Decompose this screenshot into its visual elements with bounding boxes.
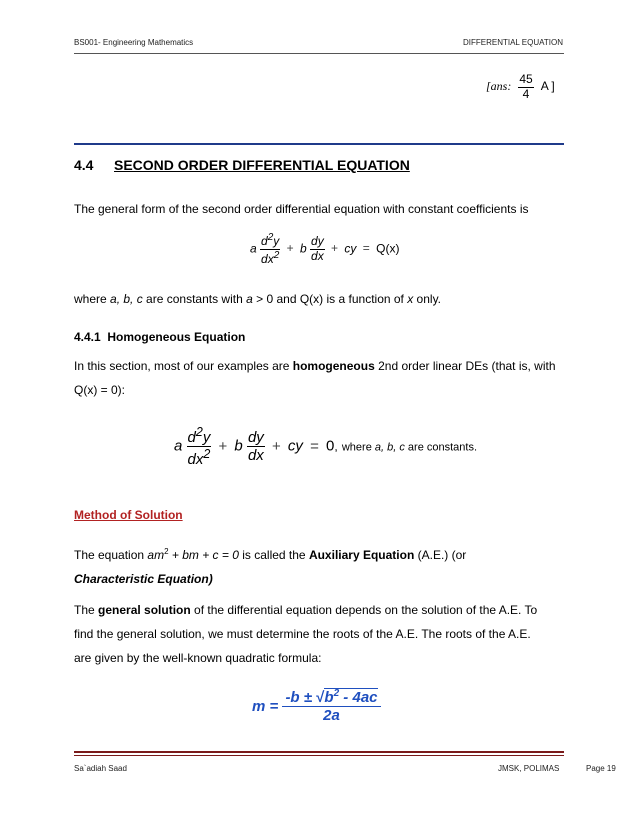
where-abc: a, b, c: [110, 292, 143, 306]
aux-sup: 2: [164, 547, 169, 556]
sqrt-icon: √: [316, 689, 325, 706]
general-equation: [250, 232, 399, 267]
eq-second-derivative: [260, 232, 280, 267]
quad-fraction: [282, 688, 380, 725]
quad-num-pre: -b ±: [285, 689, 317, 706]
subsection-number: 4.4.1: [74, 330, 101, 344]
aux-p1: The equation: [74, 548, 148, 562]
homog-p3: Q(x) = 0):: [74, 383, 126, 397]
heq-plus: +: [271, 437, 281, 455]
general-solution-paragraph: [74, 598, 564, 670]
answer-numerator: 45: [519, 72, 533, 86]
eq-coef-a: a: [250, 241, 257, 256]
quadratic-formula: [252, 688, 381, 725]
heq-rhs: 0: [326, 437, 335, 455]
heq-y: y: [202, 429, 211, 446]
footer-page: Page 19: [586, 764, 616, 773]
where-p1: where: [74, 292, 111, 306]
gs-line3: are given by the well-known quadratic formula:: [74, 651, 322, 665]
quad-sup: 2: [333, 688, 340, 699]
section-title: SECOND ORDER DIFFERENTIAL EQUATION: [114, 157, 410, 173]
subsection-title: Homogeneous Equation: [107, 330, 246, 344]
heq-note-pre: where: [341, 441, 375, 454]
heq-coef-a: a: [174, 437, 183, 455]
quad-rad-post: - 4ac: [339, 689, 378, 706]
eq-sup: 2: [273, 249, 280, 261]
where-p5: only.: [413, 292, 442, 306]
heq-sup: 2: [195, 425, 203, 439]
section-rule: [74, 143, 564, 145]
heq-note: [342, 442, 477, 454]
footer-institution: JMSK, POLIMAS: [498, 764, 560, 773]
eq-dx: dx: [311, 248, 324, 263]
heq-dx: dx: [187, 451, 204, 469]
heq-comma: ,: [334, 439, 338, 454]
where-p4: is a function of: [323, 292, 408, 306]
eq-dx: dx: [261, 251, 274, 266]
aux-eq1: am: [147, 548, 165, 562]
answer-fraction: [518, 73, 533, 102]
where-text: [74, 287, 564, 311]
gs-line2: find the general solution, we must determine the roots of the A.E. The roots of the A.E.: [74, 627, 531, 641]
eq-y: y: [273, 234, 280, 248]
gs-bold: general solution: [98, 603, 191, 617]
heq-note-vars: a, b, c: [374, 441, 405, 454]
heq-plus: +: [218, 437, 228, 455]
aux-p3: (A.E.) (or: [414, 548, 467, 562]
aux-bold: Auxiliary Equation: [308, 548, 415, 562]
quad-lhs: m =: [252, 697, 279, 715]
section-heading: [74, 157, 410, 173]
answer-prefix: [ans:: [486, 79, 512, 94]
aux-p2: is called the: [238, 548, 309, 562]
where-a: a: [246, 292, 253, 306]
heq-note-post: are constants.: [404, 441, 478, 454]
where-qx: Q(x): [299, 292, 324, 306]
method-title: Method of Solution: [74, 508, 183, 522]
where-p3: > 0 and: [252, 292, 300, 306]
heq-sup: 2: [203, 447, 211, 462]
where-x: x: [407, 292, 414, 306]
answer-suffix: A ]: [540, 79, 555, 94]
eq-cy: cy: [344, 241, 357, 256]
heq-equals: =: [310, 437, 319, 455]
answer-denominator: 4: [522, 86, 530, 101]
footer-rule: [74, 751, 564, 753]
where-p2: are constants with: [142, 292, 247, 306]
heq-cy: cy: [287, 437, 303, 455]
eq-sup: 2: [267, 232, 274, 243]
quad-radicand: b: [324, 689, 334, 706]
auxiliary-paragraph: [74, 540, 564, 591]
header-right: DIFFERENTIAL EQUATION: [462, 38, 563, 47]
quad-den: 2a: [323, 707, 340, 725]
subsection-heading: [74, 330, 245, 344]
homogeneous-paragraph: [74, 354, 564, 402]
footer-author: Sa`adiah Saad: [74, 764, 127, 773]
heq-dy: dy: [247, 429, 264, 446]
heq-second-derivative: [187, 425, 212, 469]
header-rule: [74, 53, 564, 54]
intro-text: The general form of the second order differential equation with constant coefficients is: [74, 202, 529, 216]
eq-first-derivative: [310, 235, 325, 264]
homog-p2: 2nd order linear DEs (that is, with: [374, 359, 556, 373]
eq-d: d: [261, 234, 268, 248]
eq-coef-b: b: [299, 241, 307, 256]
eq-equals: =: [362, 241, 370, 256]
footer-rule-thin: [74, 755, 564, 756]
gs-p1: The: [74, 603, 99, 617]
heq-dx: dx: [247, 447, 264, 465]
homog-p1: In this section, most of our examples are: [74, 359, 293, 373]
section-number: 4.4: [74, 157, 94, 173]
gs-p2: of the differential equation depends on the solution of the A.E. To: [190, 603, 538, 617]
eq-rhs: Q(x): [376, 241, 400, 256]
answer: [486, 73, 555, 102]
header-left: BS001- Engineering Mathematics: [74, 38, 194, 47]
eq-plus: +: [331, 241, 339, 256]
homog-bold: homogeneous: [292, 359, 375, 373]
eq-plus: +: [286, 241, 294, 256]
heq-first-derivative: [247, 429, 265, 465]
eq-dy: dy: [311, 234, 324, 248]
aux-eq2: + bm + c = 0: [168, 548, 239, 562]
aux-line2: Characteristic Equation): [74, 572, 213, 586]
heq-coef-b: b: [234, 437, 243, 455]
heq-d: d: [187, 429, 196, 446]
homogeneous-equation: [174, 425, 477, 469]
